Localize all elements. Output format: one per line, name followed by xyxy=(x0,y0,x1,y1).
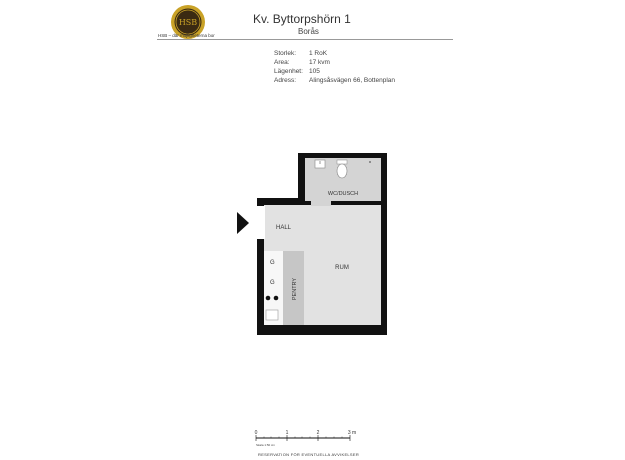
info-value: 17 kvm xyxy=(309,59,330,66)
disclaimer-text: RESERVATION FÖR EVENTUELLA AVVIKELSER xyxy=(258,452,360,457)
scale-caption: Skala 1:50 cm xyxy=(256,443,276,447)
room-label-hall: HALL xyxy=(276,225,292,231)
toilet-bowl-icon xyxy=(337,164,347,178)
city-subtitle: Borås xyxy=(298,27,319,36)
toilet-tank-icon xyxy=(337,160,347,164)
property-title: Kv. Byttorpshörn 1 xyxy=(253,12,351,26)
stove-label: G xyxy=(270,260,275,266)
stove-label: G xyxy=(270,280,275,286)
info-value: 1 RoK xyxy=(309,50,328,57)
info-key: Adress: xyxy=(274,77,297,84)
entrance-opening xyxy=(256,206,265,239)
entrance-arrow-icon xyxy=(237,212,249,234)
logo-tagline: HSB – där möjligheterna bor xyxy=(158,33,215,38)
scale-tick-label: 2 xyxy=(316,430,320,436)
kitchen-sink-icon xyxy=(266,310,278,320)
scale-tick-label: 0 xyxy=(254,430,258,436)
hob-icon xyxy=(274,296,279,301)
room-label-pentry: PENTRY xyxy=(292,277,298,301)
scale-tick-label: 3 m xyxy=(347,430,357,436)
info-key: Area: xyxy=(274,59,290,66)
room-label-wc: WC/DUSCH xyxy=(327,191,359,197)
shower-drain-icon xyxy=(369,161,371,163)
room-label-rum: RUM xyxy=(335,265,349,271)
svg-text:HSB: HSB xyxy=(178,18,198,27)
wc-door-opening xyxy=(311,199,331,206)
scale-bar xyxy=(250,426,370,452)
info-value: Alingsåsvägen 66, Bottenplan xyxy=(309,77,396,84)
info-key: Lägenhet: xyxy=(274,68,303,75)
info-key: Storlek: xyxy=(274,50,297,57)
scale-tick-label: 1 xyxy=(285,430,289,436)
info-value: 105 xyxy=(309,68,320,75)
hob-icon xyxy=(266,296,271,301)
